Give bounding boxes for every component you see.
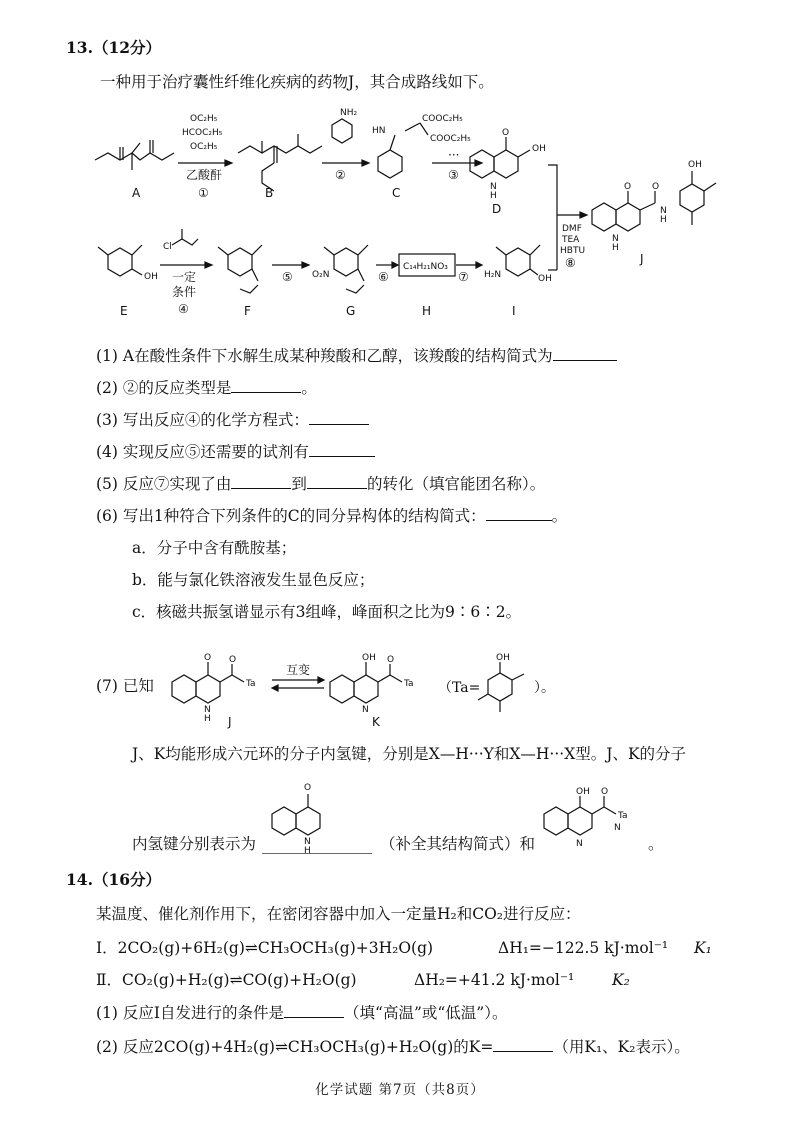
reagent2: NH₂ <box>340 108 358 118</box>
compound-j-structure <box>592 171 716 231</box>
tk-o: O <box>387 655 395 665</box>
label-i: I <box>512 304 516 318</box>
tautomer-arrow-label: 互变 <box>286 663 311 677</box>
q13-6: (6) 写出1种符合下列条件的C的同分异构体的结构简式： 。 <box>96 507 568 525</box>
condition-b: b．能与氯化铁溶液发生显色反应； <box>132 571 375 589</box>
label-e: E <box>120 304 128 318</box>
step-7: ⑦ <box>458 270 469 284</box>
condition-c: c．核磁共振氢谱显示有3组峰，峰面积之比为9∶6∶2。 <box>132 603 522 621</box>
tpl2-o: O <box>601 787 609 797</box>
tj-h: H <box>204 714 211 724</box>
ta-oh: OH <box>496 653 510 663</box>
template-hydroxyquinoline-structure <box>544 796 616 835</box>
j-h: H <box>612 243 619 253</box>
answer-blank-2[interactable] <box>231 378 301 393</box>
tk-n: N <box>362 705 369 715</box>
tj-o1: O <box>204 653 212 663</box>
answer-blank-14-1[interactable] <box>284 1003 344 1018</box>
step-2: ② <box>335 168 346 182</box>
tpl1-n: N <box>304 837 311 847</box>
q14-r2-dh: ΔH₂=+41.2 kJ·mol⁻¹ <box>414 971 575 989</box>
answer-blank-5a[interactable] <box>231 474 291 489</box>
answer-blank-5b[interactable] <box>307 474 367 489</box>
step-4: ④ <box>178 302 189 316</box>
d-n: N <box>490 182 497 192</box>
reagent1-line2: HCOC₂H₅ <box>182 128 223 138</box>
q14-header: 14.（16分） <box>66 870 162 889</box>
tj-ta: Ta <box>246 679 256 689</box>
ta-def: （Ta= <box>438 680 481 696</box>
q13-7-line2c: 。 <box>648 835 664 853</box>
tj-n: N <box>204 705 211 715</box>
reagent8-line1: DMF <box>562 224 582 234</box>
tautomer-scheme <box>0 640 800 730</box>
answer-blank-3[interactable] <box>309 410 369 425</box>
tautomer-k-structure <box>330 662 402 703</box>
q13-intro: 一种用于治疗囊性纤维化疾病的药物J，其合成路线如下。 <box>100 73 494 91</box>
j-o2: O <box>652 182 660 192</box>
reagent8-line3: HBTU <box>560 246 586 256</box>
j-o1: O <box>624 182 632 192</box>
label-j: J <box>640 252 644 266</box>
label-f: F <box>244 304 251 318</box>
j-oh: OH <box>688 160 702 170</box>
ta-end: ）。 <box>534 680 555 696</box>
page-footer: 化学试题 第7页（共8页） <box>315 1082 485 1098</box>
tj-o2: O <box>229 655 237 665</box>
answer-blank-14-2[interactable] <box>493 1037 553 1052</box>
ta-structure <box>478 662 524 712</box>
tpl2-n2: N <box>576 839 583 849</box>
answer-blank-1[interactable] <box>553 346 617 361</box>
arrow-dots: ··· <box>448 148 460 162</box>
tpl1-h: H <box>304 846 311 854</box>
step-3: ③ <box>448 168 459 182</box>
j-nh-n: N <box>660 206 667 216</box>
q14-1: (1) 反应Ⅰ自发进行的条件是 （填“高温”或“低温”）。 <box>96 1004 508 1022</box>
tpl2-n: N <box>614 823 621 833</box>
tk-ta: Ta <box>404 679 414 689</box>
tk-oh: OH <box>362 653 376 663</box>
aniline-reagent <box>332 119 352 143</box>
step-5: ⑤ <box>282 270 293 284</box>
compound-b-structure <box>238 134 322 191</box>
answer-blank-6[interactable] <box>486 506 552 521</box>
compound-a-structure <box>95 140 174 170</box>
q13-4: (4) 实现反应⑤还需要的试剂有 <box>96 442 375 462</box>
q13-7-line2a: 内氢键分别表示为 <box>132 835 257 853</box>
tautomer-j-structure <box>172 662 244 703</box>
label-a: A <box>132 186 141 200</box>
label-g: G <box>346 304 356 318</box>
reagent4-line1: 一定 <box>172 270 197 284</box>
c-group2: COOC₂H₅ <box>430 134 471 144</box>
label-c: C <box>392 186 401 200</box>
tpl2-oh: OH <box>576 787 590 797</box>
q13-7-line2b: （补全其结构简式）和 <box>380 835 536 853</box>
q14-r2-k: K₂ <box>612 971 630 989</box>
label-d: D <box>492 202 502 216</box>
i-oh: OH <box>538 274 552 284</box>
compound-f-structure <box>218 245 262 293</box>
condition-a: a．分子中含有酰胺基； <box>132 539 297 557</box>
reagent1-solvent: 乙酸酐 <box>186 168 223 182</box>
compound-c-structure <box>378 123 428 178</box>
step-1: ① <box>198 186 209 200</box>
tautomer-label-k: K <box>372 715 380 729</box>
tpl1-o: O <box>304 783 312 793</box>
d-nh: H <box>490 191 497 201</box>
q13-1: (1) A在酸性条件下水解生成某种羧酸和乙醇，该羧酸的结构简式为 <box>96 346 617 366</box>
h-formula: C₁₄H₂₁NO₃ <box>403 262 448 272</box>
compound-d-structure <box>470 137 530 178</box>
q13-header: 13.（12分） <box>66 38 162 57</box>
c-hn: HN <box>372 126 386 136</box>
reagent1-line1: OC₂H₅ <box>190 114 218 124</box>
c-group1: COOC₂H₅ <box>422 114 463 124</box>
q14-r2: Ⅱ．CO₂(g)+H₂(g)⇌CO(g)+H₂O(g) <box>96 971 357 989</box>
q14-r1-dh: ΔH₁=−122.5 kJ·mol⁻¹ <box>498 939 669 957</box>
compound-e-structure <box>98 245 142 276</box>
label-h: H <box>422 304 432 318</box>
d-o: O <box>502 128 510 138</box>
step-8: ⑧ <box>565 256 576 270</box>
q13-7-line1: J、K均能形成六元环的分子内氢键，分别是X—H···Y和X—H···X型。J、K的分子 <box>132 745 687 763</box>
q13-2: (2) ②的反应类型是 。 <box>96 379 317 397</box>
q13-5: (5) 反应⑦实现了由 到 的转化（填官能团名称）。 <box>96 475 546 493</box>
q14-2: (2) 反应2CO(g)+4H₂(g)⇌CH₃OCH₃(g)+H₂O(g)的K= （用K₁、K₂表示）。 <box>96 1038 690 1056</box>
compound-g-structure <box>324 245 368 293</box>
reagent8-line2: TEA <box>562 235 580 245</box>
q14-r1: Ⅰ．2CO₂(g)+6H₂(g)⇌CH₃OCH₃(g)+3H₂O(g) <box>96 939 434 957</box>
i-h2n: H₂N <box>484 270 502 280</box>
j-n: N <box>612 234 619 244</box>
q13-3: (3) 写出反应④的化学方程式： <box>96 410 369 430</box>
tpl2-ta: Ta <box>618 811 628 821</box>
j-nh-h: H <box>660 215 667 225</box>
e-oh: OH <box>144 272 158 282</box>
reagent1-line3: OC₂H₅ <box>190 142 218 152</box>
label-b: B <box>265 186 274 200</box>
g-no2: O₂N <box>312 270 330 280</box>
reagent4-line2: 条件 <box>172 285 197 299</box>
compound-i-structure <box>496 245 540 276</box>
reagent4-cl: Cl <box>163 242 172 252</box>
d-oh: OH <box>532 144 546 154</box>
template-quinolone-structure <box>272 794 320 835</box>
q14-r1-k: K₁ <box>694 939 712 957</box>
step-6: ⑥ <box>378 270 389 284</box>
q13-7-lead: (7) 已知 <box>96 677 154 695</box>
q14-intro: 某温度、催化剂作用下，在密闭容器中加入一定量H₂和CO₂进行反应： <box>96 905 581 923</box>
tautomer-label-j: J <box>228 715 232 729</box>
answer-blank-4[interactable] <box>309 442 375 457</box>
